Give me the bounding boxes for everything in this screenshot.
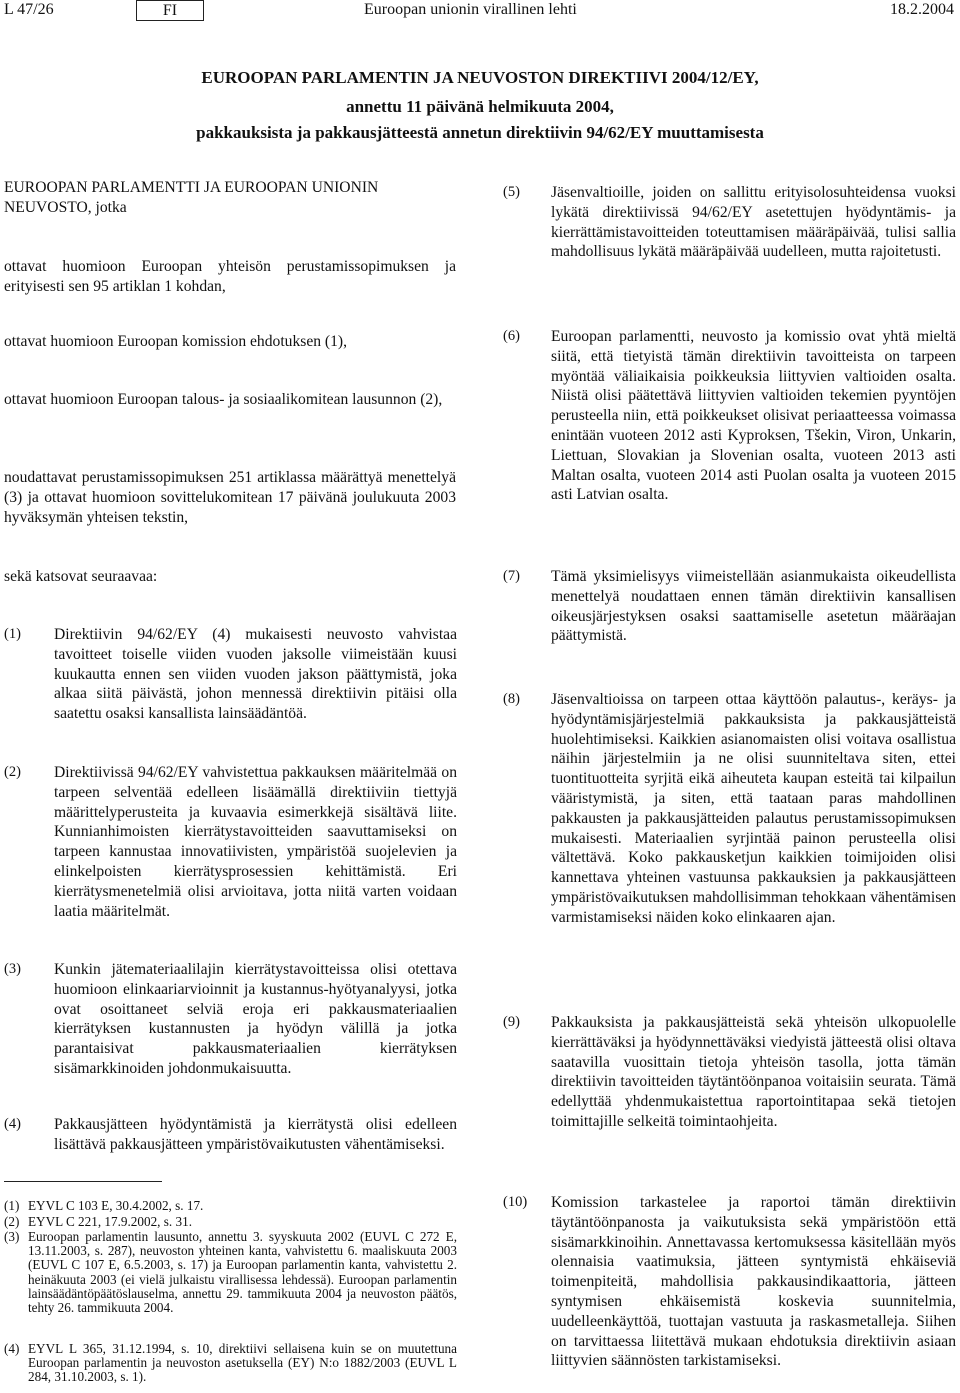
directive-date-line: annettu 11 päivänä helmikuuta 2004,: [346, 97, 614, 116]
recital-number: (9): [503, 1014, 520, 1030]
directive-subject: pakkauksista ja pakkausjätteestä annetun direktiivin 94/62/EY muuttamisesta: [196, 123, 764, 142]
journal-name: Euroopan unionin virallinen lehti: [364, 1, 577, 18]
recital-text: Kunkin jätemateriaalilajin kierrätystavoitteissa olisi otettava huomioon elinkaariarvioinnit ja kustannus-hyötyanalyysi, jotka ovat osoittaneet selviä eroja eri pakkausmateriaalien kierrätyksen kustannusten ja hyödyn välillä ja jotka parantaisivat pakkausmateriaalien kierrätyksen sisämarkkinoiden johdonmukaisuutta.: [54, 961, 457, 1077]
recital-number: (2): [4, 764, 21, 780]
footnote-text: EYVL C 221, 17.9.2002, s. 31.: [28, 1214, 192, 1229]
preamble-citation-committee: ottavat huomioon Euroopan talous- ja sosiaalikomitean lausunnon (2),: [4, 391, 443, 408]
recital-text: Tämä yksimielisyys viimeistellään asianmukaista oikeudellista menettelyä noudattaen ennen tämän direktiivin kansallisen oikeusjärjestyksen osaksi saattamiselle asetetun määräajan päättymistä.: [551, 568, 956, 645]
publication-date: 18.2.2004: [890, 1, 954, 18]
recital-text: Komission tarkastelee ja raportoi tämän direktiivin täytäntöönpanosta ja vaikutuksista sekä ympäristöön että sisämarkkinoihin. Annettavassa kertomuksessa käsitellään myös olennaisia vaatimuksia, jätteen syntymistä ehkäiseviä toimenpiteitä, mahdollisia pakkausindikaattoria, jätteen syntymisen ehkäisemistä koskevia suunnitelmia, uudelleenkäyttöä, tuottajan vastuuta ja raskasmetalleja. Siihen on tarvittaessa liitettävä mukaan ehdotuksia direktiivin asiaan liittyvien säännösten tarkistamiseksi.: [551, 1194, 956, 1370]
recital-text: Direktiivin 94/62/EY (4) mukaisesti neuvosto vahvistaa tavoitteet toiselle viiden vuoden jaksolle viimeistään kuusi kuukautta ennen sen viiden vuoden jakson päättymistä, joka alkaa siitä päivästä, johon mennessä direktiivin pitäisi olla saatettu osaksi kansallista lainsäädäntöä.: [54, 626, 457, 723]
recital-text: Direktiivissä 94/62/EY vahvistettua pakkauksen määritelmää on tarpeen selventää edelleen lisäämällä direktiiviin tiettyjä määrittelyperusteita ja kuvaavia esimerkkejä sisältävä liite. Kunnianhimoisten kierrätystavoitteiden saavuttamiseksi on tarpeen kannustaa innovatiivisten, ympäristöä suojelevien ja elinkelpoisten kierrätysprosessien kehittämistä. Eri kierrätysmenetelmiä olisi arvioitava, jotta niitä varten voidaan laatia määritelmät.: [54, 764, 457, 920]
footnote-text: EYVL C 103 E, 30.4.2002, s. 17.: [28, 1198, 204, 1213]
recital-text: Jäsenvaltioille, joiden on sallittu erityisolosuhteidensa vuoksi lykätä direktiivissä 94/62/EY asetettujen hyödyntämis- ja kierrättämistavoitteiden toteuttamisen määräpäivää, tulisi sallia mahdollisuus lykätä määräpäivää uudelleen, mutta rajoitetusti.: [551, 184, 956, 261]
page-reference: L 47/26: [4, 1, 54, 18]
preamble-citation-procedure: noudattavat perustamissopimuksen 251 artiklassa määrättyä menettelyä (3) ja ottavat huomioon sovittelukomitean 17 päivänä joulukuuta 2003 hyväksymän yhteisen tekstin,: [4, 469, 456, 526]
preamble-citation-treaty: ottavat huomioon Euroopan yhteisön perustamissopimuksen ja erityisesti sen 95 artiklan 1 kohdan,: [4, 258, 456, 295]
footnote-separator: [4, 1181, 162, 1182]
recital-text: Pakkauksista ja pakkausjätteistä sekä yhteisön ulkopuolelle kierrättäväksi ja hyödynnettäväksi viedyistä jätteestä olisi oltava saatavilla vuosittain tietoja yhteisön tasolla, jotta tämän direktiivin tavoitteiden täytäntöönpanoa voitaisiin seurata. Tämä edellyttää yhdenmukaistettua raportointitapaa sekä tietojen toimittajille selkeitä toimintaohjeita.: [551, 1014, 956, 1130]
directive-title: EUROOPAN PARLAMENTIN JA NEUVOSTON DIREKTIIVI 2004/12/EY,: [201, 68, 759, 87]
footnote-number: (1): [4, 1198, 20, 1213]
footnote-number: (2): [4, 1214, 20, 1229]
recital-number: (5): [503, 184, 520, 200]
preamble-intro: EUROOPAN PARLAMENTTI JA EUROOPAN UNIONIN NEUVOSTO, jotka: [4, 179, 379, 216]
footnote-text: Euroopan parlamentin lausunto, annettu 3. syyskuuta 2002 (EUVL C 272 E, 13.11.2003, s. 287), neuvoston yhteinen kanta, vahvistettu 6. maaliskuuta 2003 (EUVL C 107 E, 6.5.2003, s. 17) ja Euroopan parlamentin kanta, vahvistettu 2. heinäkuuta 2003 (ei vielä julkaistu virallisessa lehdessä). Euroopan parlamentin lainsäädäntöpäätöslauselma, annettu 29. tammikuuta 2004 ja neuvoston päätös, tehty 26. tammikuuta 2004.: [28, 1229, 457, 1316]
recital-text: Jäsenvaltioissa on tarpeen ottaa käyttöön palautus-, keräys- ja hyödyntämisjärjestelmiä pakkauksista ja pakkausjätteistä huolehtimiseksi. Kaikkien asianomaisten olisi voitava osallistua näihin järjestelmiin ja ne olisi suunniteltava siten, ettei tuontituotteita syrjitä eikä aiheuteta kaupan esteitä tai kilpailun vääristymistä, ja siten, että taataan paras mahdollinen pakkausten ja pakkausjätteiden palautus perustamissopimuksen mukaisesti. Materiaalien syrjintää painon perusteella olisi vältettävä. Koko pakkausketjun kaikkien toimijoiden olisi kannettava yhteinen vastuunsa pakkauksien ja pakkausjätteen ympäristövaikutuksen mahdollisimman tehokkaan vähentämisen varmistamiseksi näiden koko elinkaaren ajan.: [551, 691, 956, 926]
recital-text: Euroopan parlamentti, neuvosto ja komissio ovat yhtä mieltä siitä, että tietyistä tämän direktiivin tavoitteista on tarpeen myöntää väliaikaisia poikkeuksia liittyvien valtioiden osalta. Niistä olisi päätettävä liittyvien valtioiden tekemien pyyntöjen perusteella niin, että poikkeukset olisivat periaatteessa voimassa enintään vuoteen 2012 asti Kyproksen, Tšekin, Viron, Unkarin, Liettuan, Slovakian ja Slovenian osalta, vuoteen 2013 asti Maltan osalta, vuoteen 2014 asti Puolan osalta ja vuoteen 2015 asti Latvian osalta.: [551, 328, 956, 504]
recital-number: (3): [4, 961, 21, 977]
preamble-citation-commission: ottavat huomioon Euroopan komission ehdotuksen (1),: [4, 333, 348, 350]
preamble-whereas: sekä katsovat seuraavaa:: [4, 568, 158, 585]
recital-number: (1): [4, 626, 21, 642]
footnote-number: (3): [4, 1229, 20, 1244]
recital-number: (7): [503, 568, 520, 584]
recital-number: (6): [503, 328, 520, 344]
footnote-number: (4): [4, 1341, 20, 1356]
footnote-text: EYVL L 365, 31.12.1994, s. 10, direktiivi sellaisena kuin se on muutettuna Euroopan parlamentin ja neuvoston asetuksella (EY) N:o 1882/2003 (EUVL L 284, 31.10.2003, s. 1).: [28, 1341, 457, 1385]
recital-number: (8): [503, 691, 520, 707]
recital-text: Pakkausjätteen hyödyntämistä ja kierrätystä olisi edelleen lisättävä pakkausjätteen ympäristövaikutusten vähentämiseksi.: [54, 1116, 457, 1153]
language-code-box: FI: [136, 0, 204, 21]
recital-number: (4): [4, 1116, 21, 1132]
recital-number: (10): [503, 1194, 528, 1210]
